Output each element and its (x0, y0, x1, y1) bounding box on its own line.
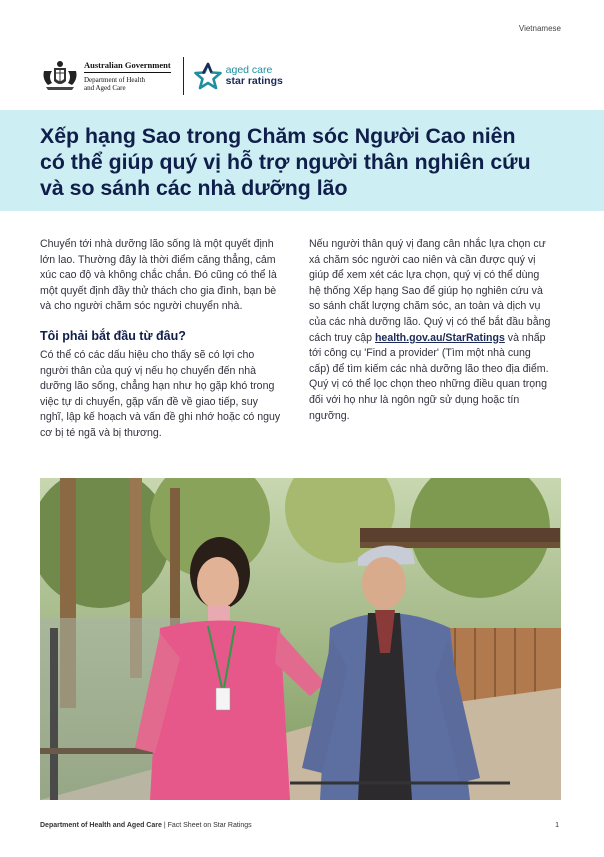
guidance-text-before: Nếu người thân quý vị đang cân nhắc lựa chọn cư xá chăm sóc người cao niên và cần được quý vị giúp để xem xét các lựa chọn, quý vị có thể dùng hệ thống Xếp hạng Sao để giúp họ nghiên cứu và so sánh chất lượng chăm sóc, an toàn và dịch vụ của các nhà dưỡng lão. Quý vị có thể bắt đầu bằng cách truy cập (309, 238, 551, 344)
footer-source (40, 822, 252, 829)
coat-of-arms-icon (40, 59, 80, 93)
header-logos (40, 56, 283, 96)
footer-org: Department of Health and Aged Care (40, 822, 162, 829)
signs-paragraph: Có thể có các dấu hiệu cho thấy sẽ có lợi cho người thân của quý vị nếu họ chuyển đến nhà dưỡng lão sống, chẳng hạn như họ gặp khó trong việc tự di chuyển, gặp vấn đề về giao tiếp, suy nghĩ, lập kế hoạch và vấn đề ghi nhớ hoặc có nguy cơ bị té ngã và bị thương. (40, 348, 281, 439)
star-ratings-logo (194, 62, 283, 90)
gov-name: Australian Government (84, 60, 171, 73)
title-band (0, 110, 604, 211)
guidance-paragraph (309, 237, 553, 424)
guidance-text-after: và nhấp tới công cụ 'Find a provider' (Tìm một nhà cung cấp) để tìm kiếm các nhà dưỡng lão theo địa điểm. Quý vị có thể lọc chọn theo những điều quan trọng đối với họ như là ngôn ngữ sử dụng hoặc tín ngưỡng. (309, 331, 549, 422)
logo-divider (183, 57, 184, 95)
government-text (84, 60, 171, 92)
section-heading: Tôi phải bắt đầu từ đâu? (40, 328, 186, 343)
right-column (309, 237, 553, 424)
intro-paragraph: Chuyển tới nhà dưỡng lão sống là một quyết định lớn lao. Thường đây là thời điểm căng thẳng, cảm xúc cao độ và không chắc chắn. Đó cũng có thể là một quyết định đầy thử thách cho gia đình, bạn bè và cho người chăm sóc người chuyển nhà. (40, 238, 277, 313)
language-label: Vietnamese (518, 24, 561, 33)
star-icon (194, 62, 222, 90)
star-ratings-link[interactable]: health.gov.au/StarRatings (374, 331, 505, 344)
star-logo-line1: aged care (225, 63, 273, 76)
government-logo (40, 59, 171, 93)
star-logo-line2: star ratings (225, 75, 283, 87)
department-name-2: and Aged Care (84, 84, 126, 92)
left-column (40, 237, 284, 442)
page-number: 1 (555, 822, 559, 829)
department-name-1: Department of Health (84, 75, 146, 84)
photo-illustration (40, 478, 561, 800)
caregiver-photo (40, 478, 561, 800)
page-title: Xếp hạng Sao trong Chăm sóc Người Cao niên có thể giúp quý vị hỗ trợ người thân nghiên cứu và so sánh các nhà dưỡng lão (40, 124, 531, 200)
footer-doc: | Fact Sheet on Star Ratings (161, 822, 252, 829)
